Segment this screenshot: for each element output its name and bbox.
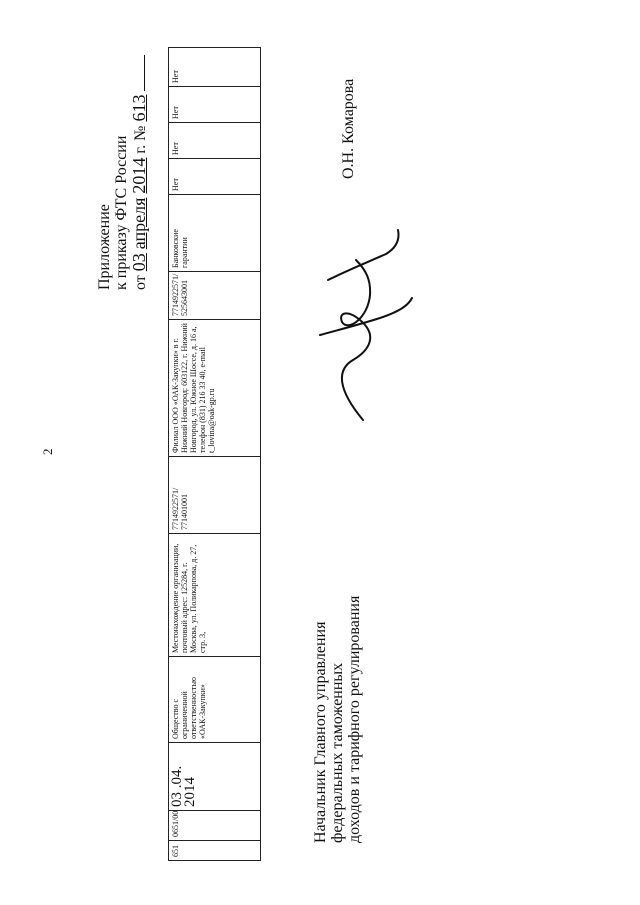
registry-table (168, 47, 261, 861)
cell-date: 03 .04. 2014 (169, 743, 261, 811)
cell-organization: Общество с ограниченной ответственностью «ОАК-Закупки» (169, 657, 261, 743)
annex-header (96, 40, 149, 290)
handwritten-signature (308, 220, 418, 430)
annex-date-line (130, 40, 149, 290)
cell-branch-inn-kpp: 7714922571/ 525643001 (169, 272, 261, 320)
table-row (169, 48, 261, 861)
signer-title (312, 596, 363, 843)
annex-year: 2014 (129, 157, 149, 194)
cell-guarantee: Банковские гарантии (169, 195, 261, 272)
cell-branch: Филиал ООО «ОАК-Закупки» в г. Нижний Новгород: 603122, г. Нижний Новгород, ул. Южное Шоссе, д. 16 а, телефон (831) 216 33 40, e-mail t_lovina@oak-gp.ru (169, 320, 261, 457)
annex-number-underline (130, 55, 145, 91)
cell-col4: Нет (169, 48, 261, 87)
signer-title-line2: федеральных таможенных (329, 662, 346, 843)
signer-title-line1: Начальник Главного управления (312, 621, 329, 843)
cell-index: 651 (169, 841, 261, 861)
annex-date-prefix: от (132, 275, 149, 290)
annex-title: Приложение (96, 204, 113, 290)
annex-order: к приказу ФТС России (113, 135, 130, 290)
signer-title-line3: доходов и тарифного регулирования (346, 595, 363, 843)
cell-location: Местонахождение организации, почтовый адрес: 125284, г. Москва, ул. Поликарпова, д. 27, стр. 3, (169, 534, 261, 657)
cell-col3: Нет (169, 87, 261, 123)
cell-col2: Нет (169, 123, 261, 159)
cell-inn-kpp: 7714922571/ 771401001 (169, 457, 261, 534)
annex-number: 613 (129, 94, 149, 122)
cell-col1: Нет (169, 159, 261, 195)
page-number: 2 (40, 448, 55, 455)
cell-reg-number: 0651/00 (169, 811, 261, 841)
signer-name: О.Н. Комарова (340, 78, 357, 179)
annex-day: 03 (129, 253, 149, 272)
annex-month: апреля (129, 197, 149, 250)
annex-year-suffix: г. (132, 144, 149, 154)
annex-number-sign: № (132, 125, 149, 141)
